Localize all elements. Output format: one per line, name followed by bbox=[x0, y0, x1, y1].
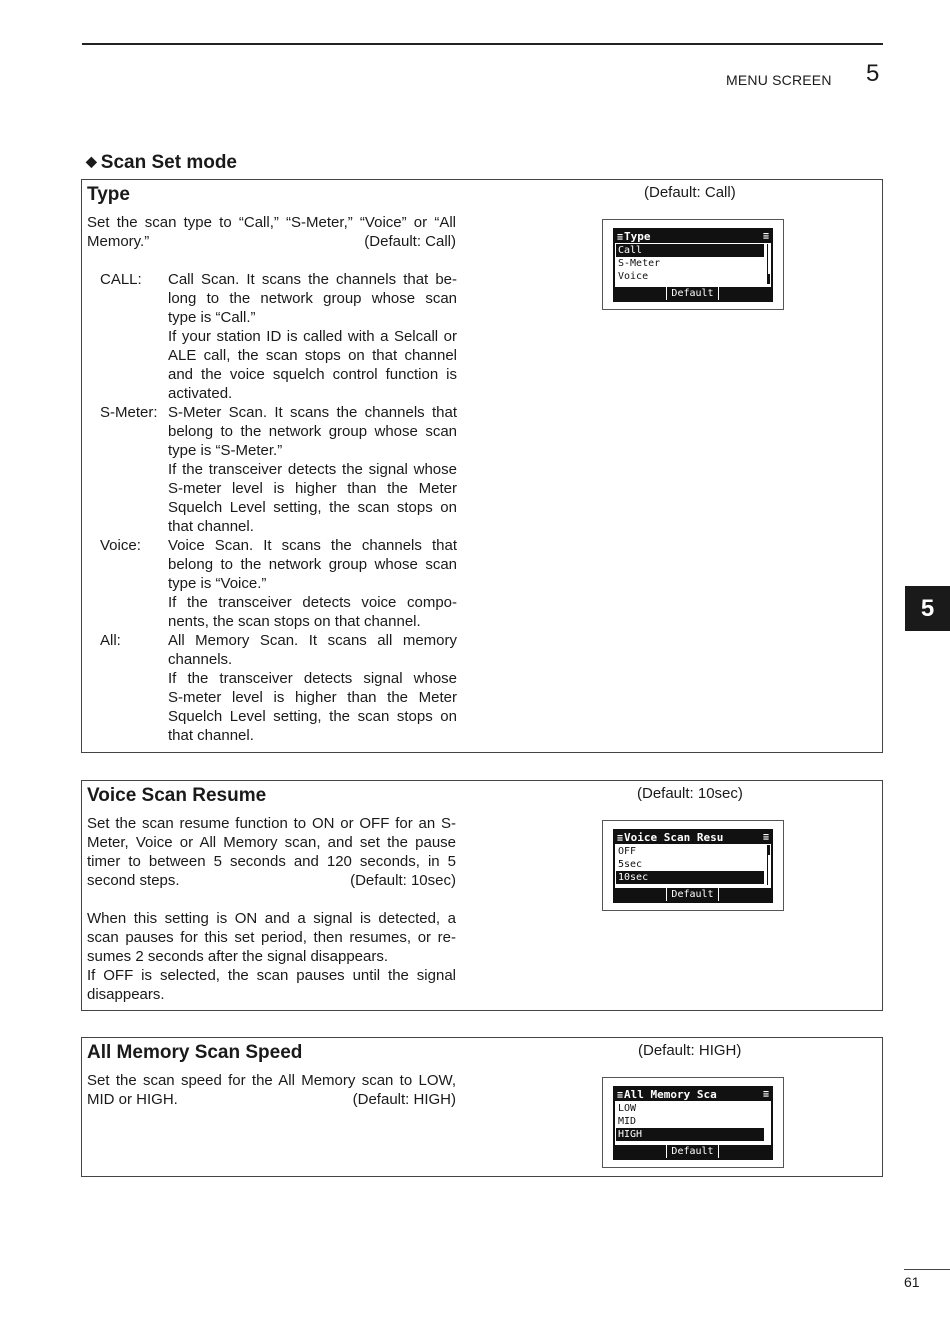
definition-term: All: bbox=[100, 632, 121, 649]
speed-para-default: (Default: HIGH) bbox=[352, 1091, 456, 1108]
diamond-bullet-icon: ◆ bbox=[86, 153, 97, 169]
definition-term: Voice: bbox=[100, 537, 141, 554]
definition-line: ALE call, the scan stops on that channel bbox=[168, 347, 457, 364]
lcd-scrollbar bbox=[767, 845, 770, 885]
definition-line: channels. bbox=[168, 651, 233, 668]
paragraph-line: sumes 2 seconds after the signal disappears. bbox=[87, 948, 389, 965]
menu-lines-icon: ≡ bbox=[617, 232, 624, 243]
menu-lines-icon: ≡ bbox=[617, 1090, 624, 1101]
definition-line: If the transceiver detects signal whose bbox=[168, 670, 457, 687]
type-intro-text: Memory.” bbox=[87, 233, 150, 250]
type-intro bbox=[87, 213, 456, 251]
type-intro-line bbox=[87, 232, 456, 251]
voice-box-default: (Default: 10sec) bbox=[637, 785, 743, 802]
type-intro-default: (Default: Call) bbox=[364, 233, 456, 250]
definition-line: S-Meter Scan. It scans the channels that bbox=[168, 404, 457, 421]
definition-line: belong to the network group whose scan bbox=[168, 556, 457, 573]
definition-line: If your station ID is called with a Selcall or bbox=[168, 328, 457, 345]
voice-para-default: (Default: 10sec) bbox=[350, 872, 456, 889]
definition-call bbox=[100, 270, 457, 403]
definition-term: S-Meter: bbox=[100, 404, 158, 421]
definition-line: Squelch Level setting, the scan stops on bbox=[168, 708, 457, 725]
paragraph-line: Meter, Voice or All Memory scan, and set the pause bbox=[87, 834, 456, 851]
menu-lines-icon: ≡ bbox=[762, 832, 769, 843]
definition-line: type is “Voice.” bbox=[168, 575, 267, 592]
paragraph-line: scan pauses for this set period, then resumes, or re- bbox=[87, 929, 456, 946]
lcd-list-item[interactable]: S-Meter bbox=[618, 258, 661, 269]
header-chapter-number: 5 bbox=[866, 60, 880, 87]
definition-voice bbox=[100, 536, 457, 631]
lcd-list-item[interactable]: HIGH bbox=[616, 1128, 764, 1141]
lcd-list-item[interactable]: LOW bbox=[618, 1103, 637, 1114]
voice-para-1 bbox=[87, 814, 456, 890]
lcd-list-item[interactable]: MID bbox=[618, 1116, 637, 1127]
page-number: 61 bbox=[904, 1274, 920, 1290]
lcd-list-item[interactable]: OFF bbox=[618, 846, 637, 857]
definition-line: If the transceiver detects voice compo- bbox=[168, 594, 457, 611]
paragraph-text: second steps. bbox=[87, 872, 180, 889]
section-title-text: Scan Set mode bbox=[100, 152, 237, 173]
menu-lines-icon: ≡ bbox=[762, 231, 769, 242]
definition-term: CALL: bbox=[100, 271, 142, 288]
lcd-default-softkey[interactable]: Default bbox=[666, 1145, 719, 1158]
header-label: MENU SCREEN bbox=[726, 72, 832, 88]
lcd-default-softkey[interactable]: Default bbox=[666, 287, 719, 300]
voice-scan-resume-box bbox=[81, 780, 883, 1011]
paragraph-line: disappears. bbox=[87, 986, 165, 1003]
type-definitions bbox=[100, 270, 457, 745]
type-box bbox=[81, 179, 883, 753]
lcd-list-item[interactable]: Voice bbox=[618, 271, 649, 282]
definition-line: long to the network group whose scan bbox=[168, 290, 457, 307]
menu-lines-icon: ≡ bbox=[762, 1089, 769, 1100]
paragraph-line: timer to between 5 seconds and 120 seconds, in 5 bbox=[87, 853, 456, 870]
type-box-default: (Default: Call) bbox=[644, 184, 736, 201]
definition-line: type is “Call.” bbox=[168, 309, 256, 326]
definition-line: that channel. bbox=[168, 518, 254, 535]
lcd-title-bar bbox=[615, 230, 771, 243]
type-lcd-screen bbox=[602, 219, 784, 310]
definition-line: activated. bbox=[168, 385, 233, 402]
definition-s-meter bbox=[100, 403, 457, 536]
lcd-list-item[interactable]: 10sec bbox=[616, 871, 764, 884]
lcd-list-item[interactable]: 5sec bbox=[618, 859, 643, 870]
lcd-title: Voice Scan Resu bbox=[624, 831, 724, 844]
definition-line: S-meter level is higher than the Meter bbox=[168, 480, 457, 497]
definition-line: type is “S-Meter.” bbox=[168, 442, 283, 459]
top-rule bbox=[82, 43, 883, 45]
lcd-title-bar bbox=[615, 831, 771, 844]
lcd-title: Type bbox=[624, 230, 651, 243]
definition-line: If the transceiver detects the signal whose bbox=[168, 461, 457, 478]
paragraph-text: MID or HIGH. bbox=[87, 1091, 178, 1108]
footer-rule bbox=[904, 1269, 950, 1270]
lcd-scrollbar bbox=[767, 244, 770, 284]
type-intro-line: Set the scan type to “Call,” “S-Meter,” “Voice” or “All bbox=[87, 214, 456, 231]
definition-line: S-meter level is higher than the Meter bbox=[168, 689, 457, 706]
section-title bbox=[86, 152, 237, 174]
paragraph-line bbox=[87, 871, 456, 890]
lcd-default-softkey[interactable]: Default bbox=[666, 888, 719, 901]
definition-line: Call Scan. It scans the channels that be- bbox=[168, 271, 457, 288]
all-memory-scan-speed-box bbox=[81, 1037, 883, 1177]
speed-box-default: (Default: HIGH) bbox=[638, 1042, 742, 1059]
paragraph-line bbox=[87, 1090, 456, 1109]
paragraph-line: Set the scan speed for the All Memory scan to LOW, bbox=[87, 1072, 456, 1089]
voice-para-2 bbox=[87, 909, 456, 1004]
lcd-title: All Memory Sca bbox=[624, 1088, 717, 1101]
chapter-side-tab: 5 bbox=[905, 586, 950, 631]
menu-lines-icon: ≡ bbox=[617, 833, 624, 844]
voice-lcd-screen bbox=[602, 820, 784, 911]
definition-all bbox=[100, 631, 457, 745]
lcd-list-item[interactable]: Call bbox=[616, 244, 764, 257]
paragraph-line: Set the scan resume function to ON or OFF for an S- bbox=[87, 815, 456, 832]
definition-line: and the voice squelch control function is bbox=[168, 366, 457, 383]
definition-line: Voice Scan. It scans the channels that bbox=[168, 537, 457, 554]
definition-line: belong to the network group whose scan bbox=[168, 423, 457, 440]
definition-line: All Memory Scan. It scans all memory bbox=[168, 632, 457, 649]
definition-line: that channel. bbox=[168, 727, 254, 744]
definition-line: nents, the scan stops on that channel. bbox=[168, 613, 421, 630]
type-box-title: Type bbox=[87, 184, 130, 205]
speed-box-title: All Memory Scan Speed bbox=[87, 1042, 303, 1063]
paragraph-line: If OFF is selected, the scan pauses until the signal bbox=[87, 967, 456, 984]
paragraph-line: When this setting is ON and a signal is detected, a bbox=[87, 910, 456, 927]
definition-line: Squelch Level setting, the scan stops on bbox=[168, 499, 457, 516]
speed-lcd-screen bbox=[602, 1077, 784, 1168]
lcd-title-bar bbox=[615, 1088, 771, 1101]
speed-para-1 bbox=[87, 1071, 456, 1109]
voice-box-title: Voice Scan Resume bbox=[87, 785, 267, 806]
